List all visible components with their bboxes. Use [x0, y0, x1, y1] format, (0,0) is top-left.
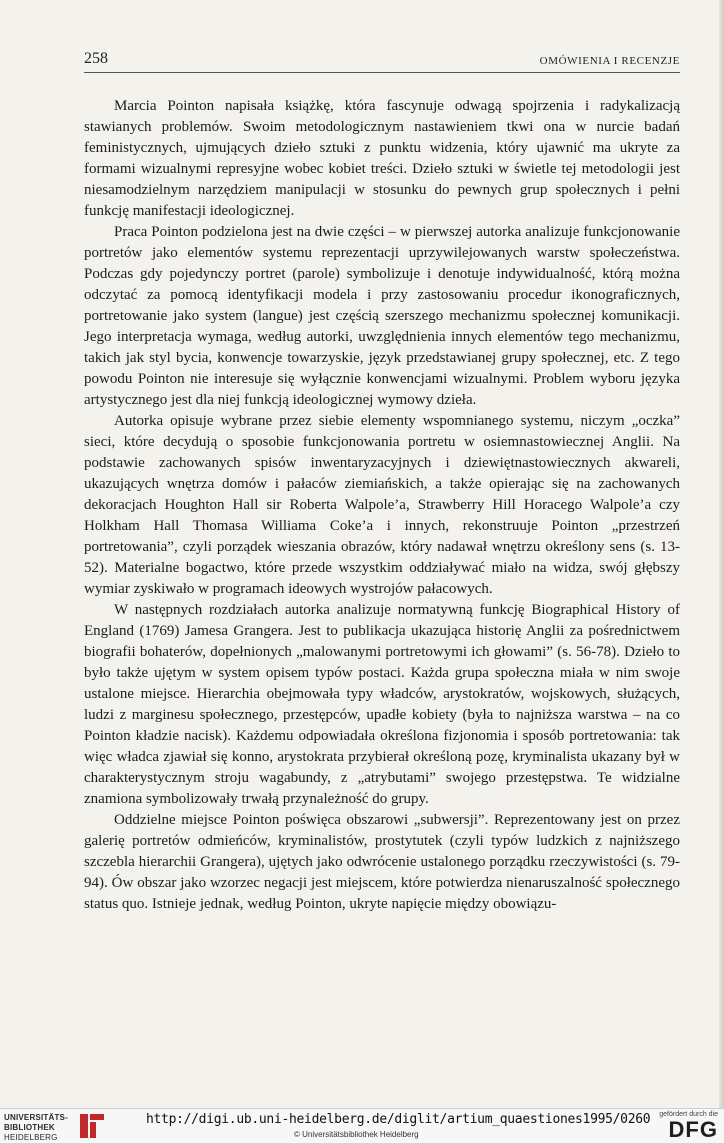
paragraph: Marcia Pointon napisała książkę, która fascynuje odwagą spojrzenia i radykalizacją stawianych problemów. Swoim metodologicznym nastawieniem tkwi ona w nurcie badań feministycznych, ujmujących dzieło sztuki z punktu widzenia, który ujawnić ma ukryte za formami wizualnymi represyjne wobec kobiet treści. Dzieło sztuki w świetle tej metodologii jest niesamodzielnym narzędziem manipulacji w stosunku do pewnych grup społecznych i pełni funkcję manifestacji ideologicznej.	[84, 98, 680, 219]
article-body	[84, 96, 680, 915]
viewer-footer	[0, 1108, 724, 1143]
library-name-line2: BIBLIOTHEK	[4, 1123, 55, 1132]
library-name-line1: UNIVERSITÄTS-	[4, 1113, 68, 1122]
paragraph: Praca Pointon podzielona jest na dwie części – w pierwszej autorka analizuje funkcjonowanie portretów jako elementów systemu reprezentacji uprzywilejowanych warstw społeczeństwa. Podczas gdy pojedynczy portret (parole) symbolizuje i denotuje indywidualność, którą można odczytać za pomocą identyfikacji modela i przy zastosowaniu procedur ikonograficznych, portretowanie jako system (langue) jest częścią szerszego mechanizmu społecznej komunikacji. Jego interpretacja wymaga, według autorki, uwzględnienia innych elementów tego mechanizmu, takich jak styl bycia, konwencje towarzyskie, język przedstawianej grupy społecznej, etc. Z tego powodu Pointon nie interesuje się wyłącznie konwencjami wizualnymi. Problem wyboru języka artystycznego jest dla niej funkcją ideologicznej wymowy dzieła.	[84, 224, 680, 408]
library-emblem-icon	[78, 1111, 106, 1141]
paragraph: W następnych rozdziałach autorka analizuje normatywną funkcję Biographical History of England (1769) Jamesa Grangera. Jest to publikacja ukazująca historię Anglii za pośrednictwem biografii bohaterów, dopełnionych „malowanymi portretowymi ich głowami” (s. 56-78). Dzieło to było także ujętym w system opisem typów postaci. Każda grupa społeczna miała w nim swoje ustalone miejsce. Hierarchia obejmowała typy władców, arystokratów, wojskowych, służących, ludzi z marginesu społecznego, przestępców, upadłe kobiety (była to najniższa warstwa – na co Pointon kładzie nacisk). Każdemu odpowiadała określona fizjonomia i sposób portretowania: tak więc władca zjawiał się konno, arystokrata przybierał określoną pozę, kryminalista ukazany był w charakterystycznym stroju wagabundy, z „atrybutami” swojego przestępstwa. Te widzialne znamiona symbolizowały trwałą przynależność do grupy.	[84, 602, 680, 807]
dfg-funder-logo[interactable]	[642, 1111, 718, 1141]
dfg-logo-text: DFG	[668, 1117, 718, 1142]
copyright-notice: © Universitätsbibliothek Heidelberg	[294, 1130, 419, 1139]
page-number: 258	[84, 50, 108, 67]
university-library-logo[interactable]	[4, 1111, 144, 1141]
running-head: OMÓWIENIA I RECENZJE	[539, 55, 680, 67]
paragraph: Autorka opisuje wybrane przez siebie elementy wspomnianego systemu, niczym „oczka” sieci, które decydują o sposobie funkcjonowania portretu w osiemnastowiecznej Anglii. Na podstawie zachowanych spisów inwentaryzacyjnych i dziewiętnastowiecznych akwareli, ukazujących wnętrza domów i pałaców ziemiańskich, a także opierając się na zachowanych dekoracjach Houghton Hall sir Roberta Walpole’a, Strawberry Hill Horacego Walpole’a czy Holkham Hall Thomasa Williama Coke’a i innych, rekonstruuje Pointon „przestrzeń portretowania”, czyli porządek wieszania obrazów, który nadawał wnętrzu określony sens (s. 13-52). Materialne bogactwo, które przede wszystkim oddziaływać miało na widza, swój głębszy wymiar zyskiwało w programach ideowych wystrojów pałacowych.	[84, 413, 680, 597]
page-url-link[interactable]: http://digi.ub.uni-heidelberg.de/diglit/artium_quaestiones1995/0260	[146, 1112, 651, 1127]
page-spine-shadow	[719, 0, 724, 1108]
page-header	[84, 50, 680, 73]
paragraph: Oddzielne miejsce Pointon poświęca obszarowi „subwersji”. Reprezentowany jest on przez galerię portretów odmieńców, kryminalistów, prostytutek (czyli typów ludzkich z najniższego szczebla hierarchii Grangera), ujętych jako odwrócenie ustalonego porządku rzeczywistości (s. 79-94). Ów obszar jako wzorzec negacji jest miejscem, które potwierdza nienaruszalność społecznego status quo. Istnieje jednak, według Pointon, ukryte napięcie między obowiązu-	[84, 812, 680, 912]
library-name-line3: HEIDELBERG	[4, 1133, 58, 1142]
funder-caption: gefördert durch die	[659, 1111, 718, 1118]
